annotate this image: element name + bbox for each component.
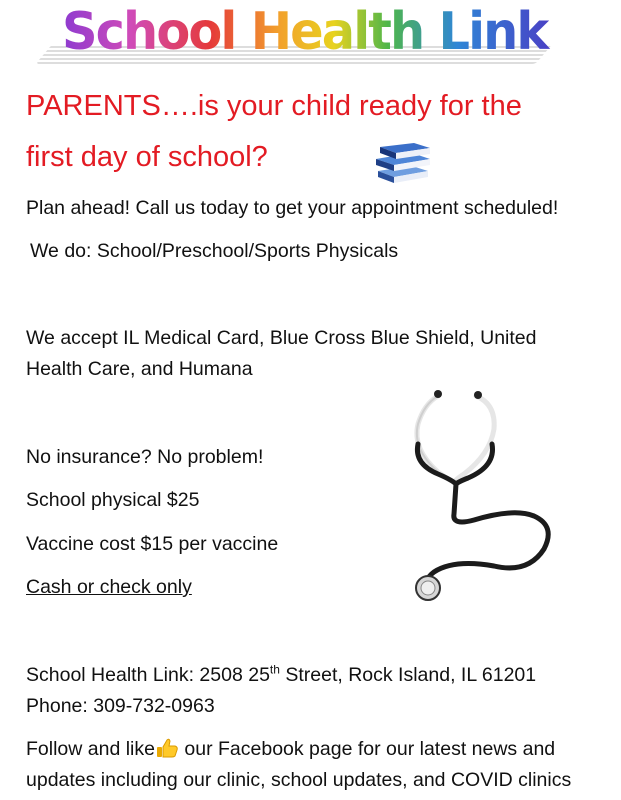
payment-text: Cash or check only bbox=[26, 576, 192, 598]
address-suffix: Street, Rock Island, IL 61201 bbox=[279, 664, 537, 686]
physical-price: School physical $25 bbox=[26, 489, 200, 511]
stethoscope-icon bbox=[404, 384, 554, 611]
books-icon bbox=[372, 141, 434, 190]
follow-line-2: updates including our clinic, school updates, and COVID clinics bbox=[26, 769, 572, 791]
phone-text: Phone: 309-732-0963 bbox=[26, 695, 215, 717]
services-text: We do: School/Preschool/Sports Physicals bbox=[30, 240, 399, 262]
plan-ahead-text: Plan ahead! Call us today to get your appointment scheduled! bbox=[26, 197, 559, 219]
page-title: School Health Link bbox=[62, 2, 556, 62]
vaccine-price: Vaccine cost $15 per vaccine bbox=[26, 533, 279, 555]
address-prefix: School Health Link: 2508 25 bbox=[26, 664, 270, 686]
follow-line-1 bbox=[26, 734, 555, 768]
insurance-line-1: We accept IL Medical Card, Blue Cross Blue Shield, United bbox=[26, 327, 537, 349]
follow-text-start: Follow and like bbox=[26, 738, 155, 760]
no-insurance-text: No insurance? No problem! bbox=[26, 446, 264, 468]
follow-text-end: our Facebook page for our latest news and bbox=[178, 738, 556, 760]
insurance-line-2: Health Care, and Humana bbox=[26, 358, 253, 380]
address-text bbox=[26, 660, 536, 691]
title-banner bbox=[40, 0, 560, 70]
address-superscript: th bbox=[269, 662, 280, 677]
headline-line-1: PARENTS….is your child ready for the bbox=[26, 90, 522, 122]
headline-line-2: first day of school? bbox=[26, 141, 268, 173]
thumbs-up-icon bbox=[156, 737, 178, 768]
